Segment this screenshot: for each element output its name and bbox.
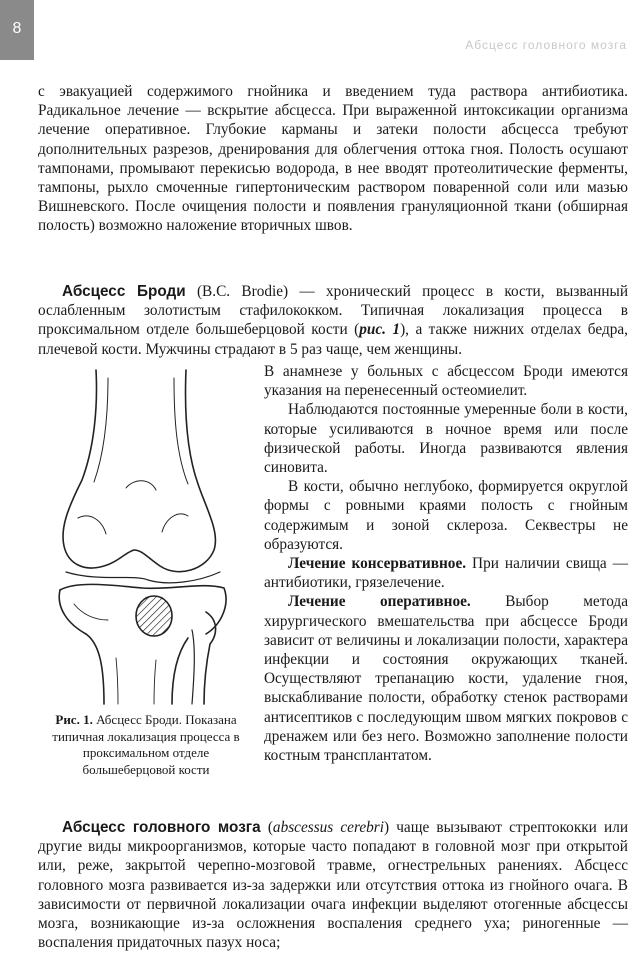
- figure-knee-illustration: [38, 368, 254, 706]
- knee-bones-drawing: [38, 368, 254, 706]
- paragraph-pain: Наблюдаются постоянные умеренные боли в кости, которые усиливаются в ночное время или после физической работы. Иногда развиваются явления синовита.: [264, 401, 628, 477]
- figure-caption: [38, 712, 254, 778]
- conservative-text: При наличии свища — антибиотики, грязелечение.: [264, 555, 628, 592]
- surgical-label: Лечение оперативное.: [288, 593, 471, 611]
- brodie-details-column: [264, 362, 628, 765]
- term-brain-abscess: Абсцесс головного мозга: [62, 819, 261, 836]
- brodie-intro-b: ), а также нижних отделах бедра, плечевой кости. Мужчины страдают в 5 раз чаще, чем женщины.: [38, 321, 629, 358]
- term-latin: abscessus cerebri: [272, 819, 384, 836]
- paragraph-cavity: В кости, обычно неглубоко, формируется округлой формы с ровными краями полость с гнойным содержимым и зоной склероза. Секвестры не образуются.: [264, 478, 628, 553]
- figure-reference: рис. 1: [359, 321, 401, 339]
- figure-label: Рис. 1.: [55, 712, 93, 727]
- page-number: 8: [12, 20, 22, 37]
- paragraph-brain-abscess: Абсцесс головного мозга (abscessus cerebri) чаще вызывают стрептококки или другие виды микроорганизмов, которые часто попадают в головной мозг при открытой или, реже, закрытой черепно-мозговой травме, огнестрельных ранениях. Абсцесс головного мозга развивается из-за задержки или отсутствия оттока из гнойного очага. В зависимости от первичной локализации очага инфекции выделяют отогенные абсцессы мозга, возникающие из-за осложнения воспаления среднего уха; риногенные — воспаления придаточных пазух носа;: [38, 819, 629, 952]
- surgical-text: Выбор метода хирургического вмешательства при абсцессе Броди зависит от величины и локализации полости, характера инфекции и состояния окружающих тканей. Осуществляют трепанацию кости, удаление гноя, выскабливание полости, обработку стенок растворами антисептиков с последующим швом мягких покровов с дренажем или без него. Возможно заполнение полости костным трансплантатом.: [264, 593, 628, 765]
- paragraph-conservative-treatment: [264, 554, 628, 592]
- abscess-cavity: [136, 596, 172, 636]
- page-header: [0, 0, 633, 62]
- paragraph-anamnesis: В анамнезе у больных с абсцессом Броди имеются указания на перенесенный остеомиелит.: [264, 363, 628, 400]
- page-number-box: [0, 0, 34, 60]
- running-head: Абсцесс головного мозга: [465, 38, 627, 52]
- conservative-label: Лечение консервативное.: [288, 555, 467, 573]
- paragraph-brodie-intro: [38, 282, 628, 359]
- paragraph-surgical-treatment: [264, 592, 628, 765]
- term-brodie: Абсцесс Броди: [62, 283, 186, 300]
- brodie-intro-a: (B.C. Brodie) — хронический процесс в кости, вызванный ослабленным золотистым стафилококком. Типичная локализация процесса в проксимальном отделе большеберцовой кости (: [38, 283, 629, 339]
- brain-text: чаще вызывают стрептококки или другие виды микроорганизмов, которые часто попадают в головной мозг при открытой или, реже, закрытой черепно-мозговой травме, огнестрельных ранениях. Абсцесс головного мозга развивается из-за задержки или отсутствия оттока из гнойного очага. В зависимости от первичной локализации очага инфекции выделяют отогенные абсцессы мозга, возникающие из-за осложнения воспаления среднего уха; риногенные — воспаления придаточных пазух носа;: [38, 819, 629, 952]
- paragraph-treatment-continued: с эвакуацией содержимого гнойника и введением туда раствора антибиотика. Радикальное лечение — вскрытие абсцесса. При выраженной интоксикации организма лечение оперативное. Глубокие карманы и затеки полости абсцесса требуют дополнительных разрезов, дренирования для облегчения оттока гноя. Полость осушают тампонами, промывают перекисью водорода, в нее вводят протеолитические ферменты, тампоны, рыхло смоченные гипертоническим раствором поваренной соли или мазью Вишневского. После очищения полости и появления грануляционной ткани (обширная полость) возможно наложение вторичных швов.: [38, 83, 628, 235]
- figure-caption-text: Абсцесс Броди. Показана типичная локализация процесса в проксимальном отделе большеберцовой кости: [52, 712, 240, 777]
